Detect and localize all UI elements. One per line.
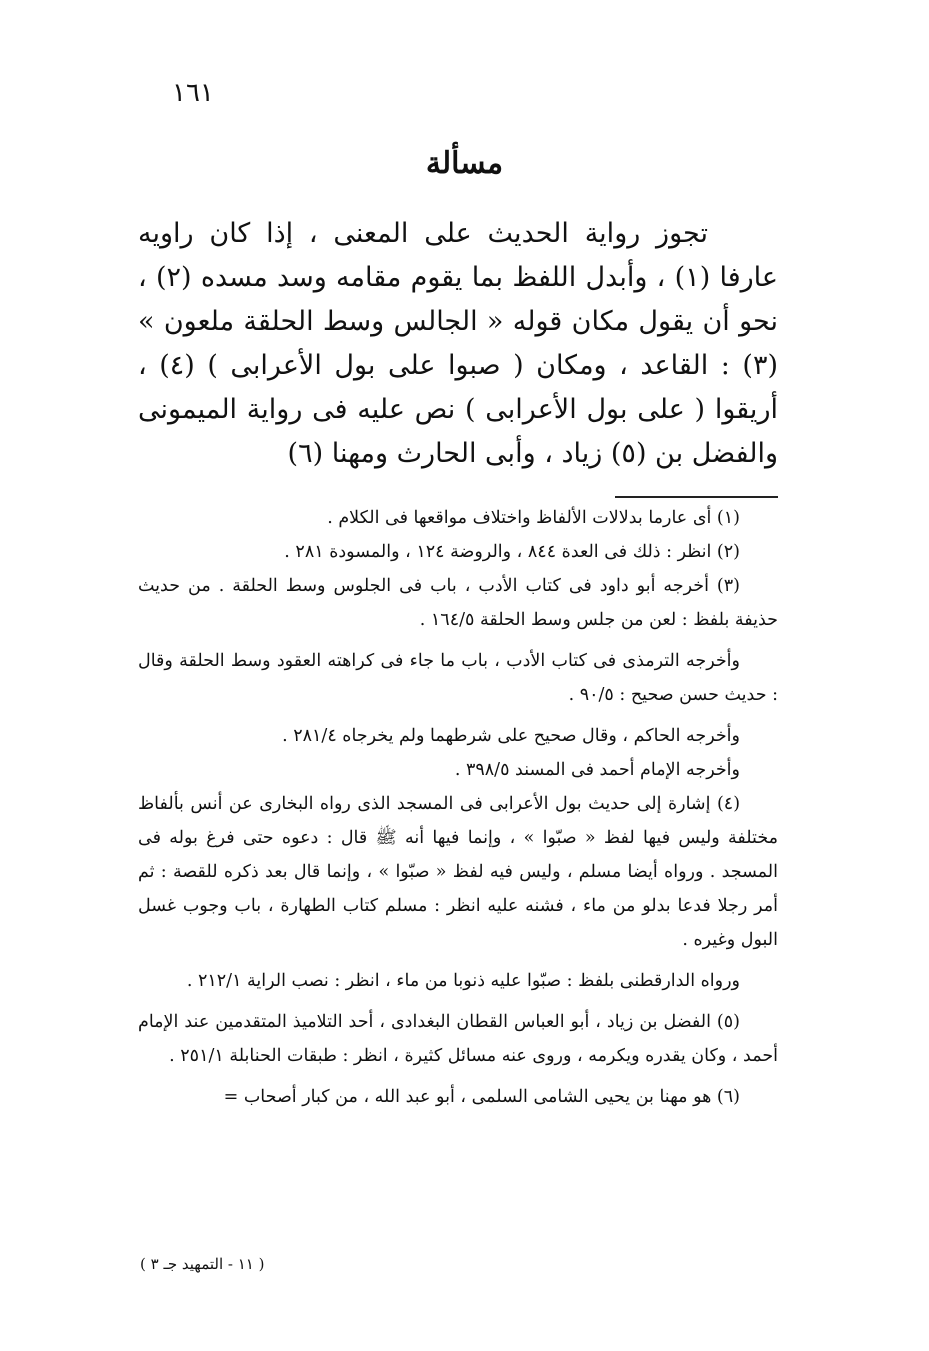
footnote-4: (٤) إشارة إلى حديث بول الأعرابى فى المسجد الذى رواه البخارى عن أنس بألفاظ مختلفة وليس فيها لفظ « صبّوا » ، وإنما فيها أنه ﷺ قال : دعوه حتى فرغ بوله فى المسجد . ورواه أيضا مسلم ، وليس فيه لفظ « صبّوا » ، وإنما قال بعد ذكره للقصة : ثم أمر رجلا فدعا بدلو من ماء ، فشنه عليه انظر : مسلم كتاب الطهارة ، باب وجوب غسل البول وغيره . [138, 794, 778, 950]
footnote-2: (٢) انظر : ذلك فى العدة ٨٤٤ ، والروضة ١٢٤ ، والمسودة ٢٨١ . [284, 542, 740, 562]
bottom-reference: ( ١١ - التمهيد جـ ٣ ) [140, 1255, 265, 1273]
footnote-4-continuation: ورواه الدارقطنى بلفظ : صبّوا عليه ذنوبا من ماء ، انظر : نصب الراية ٢١٢/١ . [186, 971, 740, 991]
main-text [138, 212, 778, 476]
footnotes [138, 501, 778, 1114]
section-title: مسألة [425, 146, 504, 181]
footnote-3-continuation-3: وأخرجه الإمام أحمد فى المسند ٣٩٨/٥ . [454, 760, 740, 780]
footnote-5: (٥) الفضل بن زياد ، أبو العباس القطان البغدادى ، أحد التلاميذ المتقدمين عند الإمام أحمد ، وكان يقدره ويكرمه ، وروى عنه مسائل كثيرة ، انظر : طبقات الحنابلة ٢٥١/١ . [138, 1012, 778, 1066]
footnote-6: (٦) هو مهنا بن يحيى الشامى السلمى ، أبو عبد الله ، من كبار أصحاب = [223, 1087, 740, 1107]
footnote-3-continuation-1: وأخرجه الترمذى فى كتاب الأدب ، باب ما جاء فى كراهته العقود وسط الحلقة وقال : حديث حسن صحيح : ٩٠/٥ . [138, 651, 778, 705]
footnote-divider [615, 496, 778, 498]
footnote-3: (٣) أخرجه أبو داود فى كتاب الأدب ، باب فى الجلوس وسط الحلقة . من حديث حذيفة بلفظ : لعن من جلس وسط الحلقة ١٦٤/٥ . [138, 576, 778, 630]
footnote-1: (١) أى عارما بدلالات الألفاظ واختلاف مواقعها فى الكلام . [327, 508, 740, 528]
page-number: ١٦١ [172, 78, 214, 108]
main-paragraph: تجوز رواية الحديث على المعنى ، إذا كان راويه عارفا (١) ، وأبدل اللفظ بما يقوم مقامه وسد مسده (٢) ، نحو أن يقول مكان قوله « الجالس وسط الحلقة ملعون » (٣) : القاعد ، ومكان ( صبوا على بول الأعرابى ) (٤) ، أريقوا ( على بول الأعرابى ) نص عليه فى رواية الميمونى والفضل بن (٥) زياد ، وأبى الحارث ومهنا (٦) [138, 218, 778, 469]
footnote-3-continuation-2: وأخرجه الحاكم ، وقال صحيح على شرطهما ولم يخرجاه ٢٨١/٤ . [282, 726, 740, 746]
